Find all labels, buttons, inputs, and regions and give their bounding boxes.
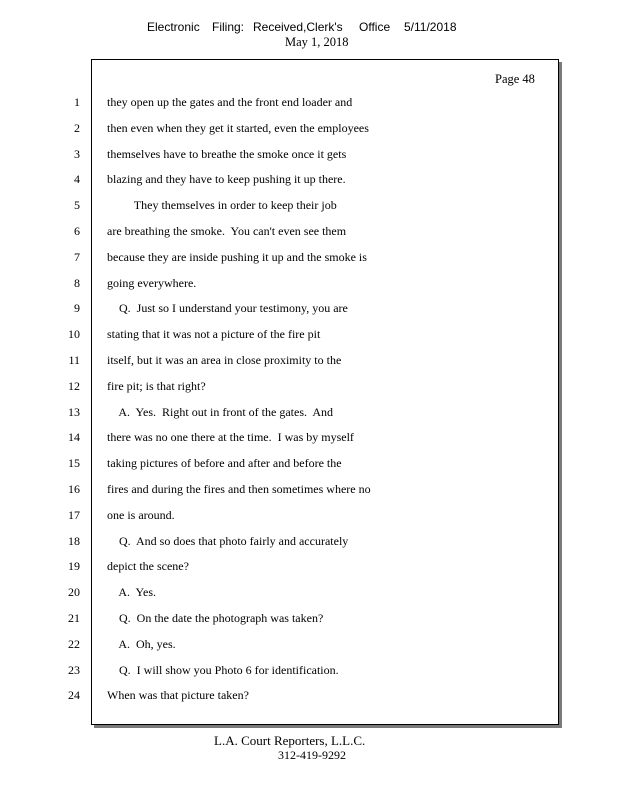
footer-phone: 312-419-9292 bbox=[278, 748, 346, 762]
line-number: 17 bbox=[68, 508, 80, 522]
filing-stamp-received: Received,Clerk's bbox=[253, 20, 343, 34]
transcript-line: themselves have to breathe the smoke once it gets bbox=[107, 147, 347, 161]
filing-stamp-office: Office bbox=[359, 20, 391, 34]
line-number: 9 bbox=[74, 301, 80, 315]
line-number: 23 bbox=[68, 663, 80, 677]
transcript-line: are breathing the smoke. You can't even see them bbox=[107, 224, 347, 238]
line-number: 24 bbox=[68, 688, 80, 702]
line-number: 10 bbox=[68, 327, 80, 341]
transcript-line: Q. Just so I understand your testimony, you are bbox=[107, 301, 348, 315]
transcript-line: A. Oh, yes. bbox=[107, 637, 176, 651]
transcript-line: Q. On the date the photograph was taken? bbox=[107, 611, 324, 625]
line-number: 19 bbox=[68, 559, 80, 573]
line-number: 14 bbox=[68, 430, 80, 444]
line-number: 21 bbox=[68, 611, 80, 625]
transcript-line: then even when they get it started, even the employees bbox=[107, 121, 369, 135]
filing-stamp-filing: Filing: bbox=[212, 20, 245, 34]
transcript-line: They themselves in order to keep their job bbox=[107, 198, 337, 212]
line-number: 2 bbox=[74, 121, 80, 135]
transcript-line: itself, but it was an area in close proximity to the bbox=[107, 353, 342, 367]
filing-stamp-electronic: Electronic bbox=[147, 20, 200, 34]
line-number: 15 bbox=[68, 456, 80, 470]
line-number: 3 bbox=[74, 147, 80, 161]
footer-company: L.A. Court Reporters, L.L.C. bbox=[214, 733, 366, 748]
transcript-line: A. Yes. bbox=[107, 585, 157, 599]
transcript-line: one is around. bbox=[107, 508, 175, 522]
transcript-line: A. Yes. Right out in front of the gates. And bbox=[107, 405, 334, 419]
line-number: 6 bbox=[74, 224, 80, 238]
footer bbox=[0, 733, 618, 773]
transcript-line: taking pictures of before and after and before the bbox=[107, 456, 342, 470]
transcript-date: May 1, 2018 bbox=[285, 35, 349, 49]
line-number: 16 bbox=[68, 482, 80, 496]
page-number: Page 48 bbox=[495, 72, 535, 86]
transcript-line: blazing and they have to keep pushing it up there. bbox=[107, 172, 346, 186]
transcript-line: stating that it was not a picture of the fire pit bbox=[107, 327, 321, 341]
line-number: 12 bbox=[68, 379, 80, 393]
line-number: 11 bbox=[68, 353, 80, 367]
line-number: 18 bbox=[68, 534, 80, 548]
transcript-line: depict the scene? bbox=[107, 559, 189, 573]
transcript-line: When was that picture taken? bbox=[107, 688, 249, 702]
filing-stamp-date: 5/11/2018 bbox=[404, 20, 457, 34]
line-number: 4 bbox=[74, 172, 80, 186]
line-number: 22 bbox=[68, 637, 80, 651]
line-number: 7 bbox=[74, 250, 80, 264]
transcript-line: Q. I will show you Photo 6 for identification. bbox=[107, 663, 339, 677]
transcript-line: because they are inside pushing it up and the smoke is bbox=[107, 250, 367, 264]
transcript-line: they open up the gates and the front end loader and bbox=[107, 95, 353, 109]
transcript-line: there was no one there at the time. I was by myself bbox=[107, 430, 354, 444]
line-number: 20 bbox=[68, 585, 80, 599]
line-number: 1 bbox=[74, 95, 80, 109]
transcript-line: fire pit; is that right? bbox=[107, 379, 206, 393]
line-number: 13 bbox=[68, 405, 80, 419]
line-number: 5 bbox=[74, 198, 80, 212]
filing-stamp-header bbox=[0, 20, 618, 50]
transcript-line: going everywhere. bbox=[107, 276, 197, 290]
transcript-line: Q. And so does that photo fairly and accurately bbox=[107, 534, 349, 548]
line-number: 8 bbox=[74, 276, 80, 290]
transcript-line: fires and during the fires and then sometimes where no bbox=[107, 482, 371, 496]
